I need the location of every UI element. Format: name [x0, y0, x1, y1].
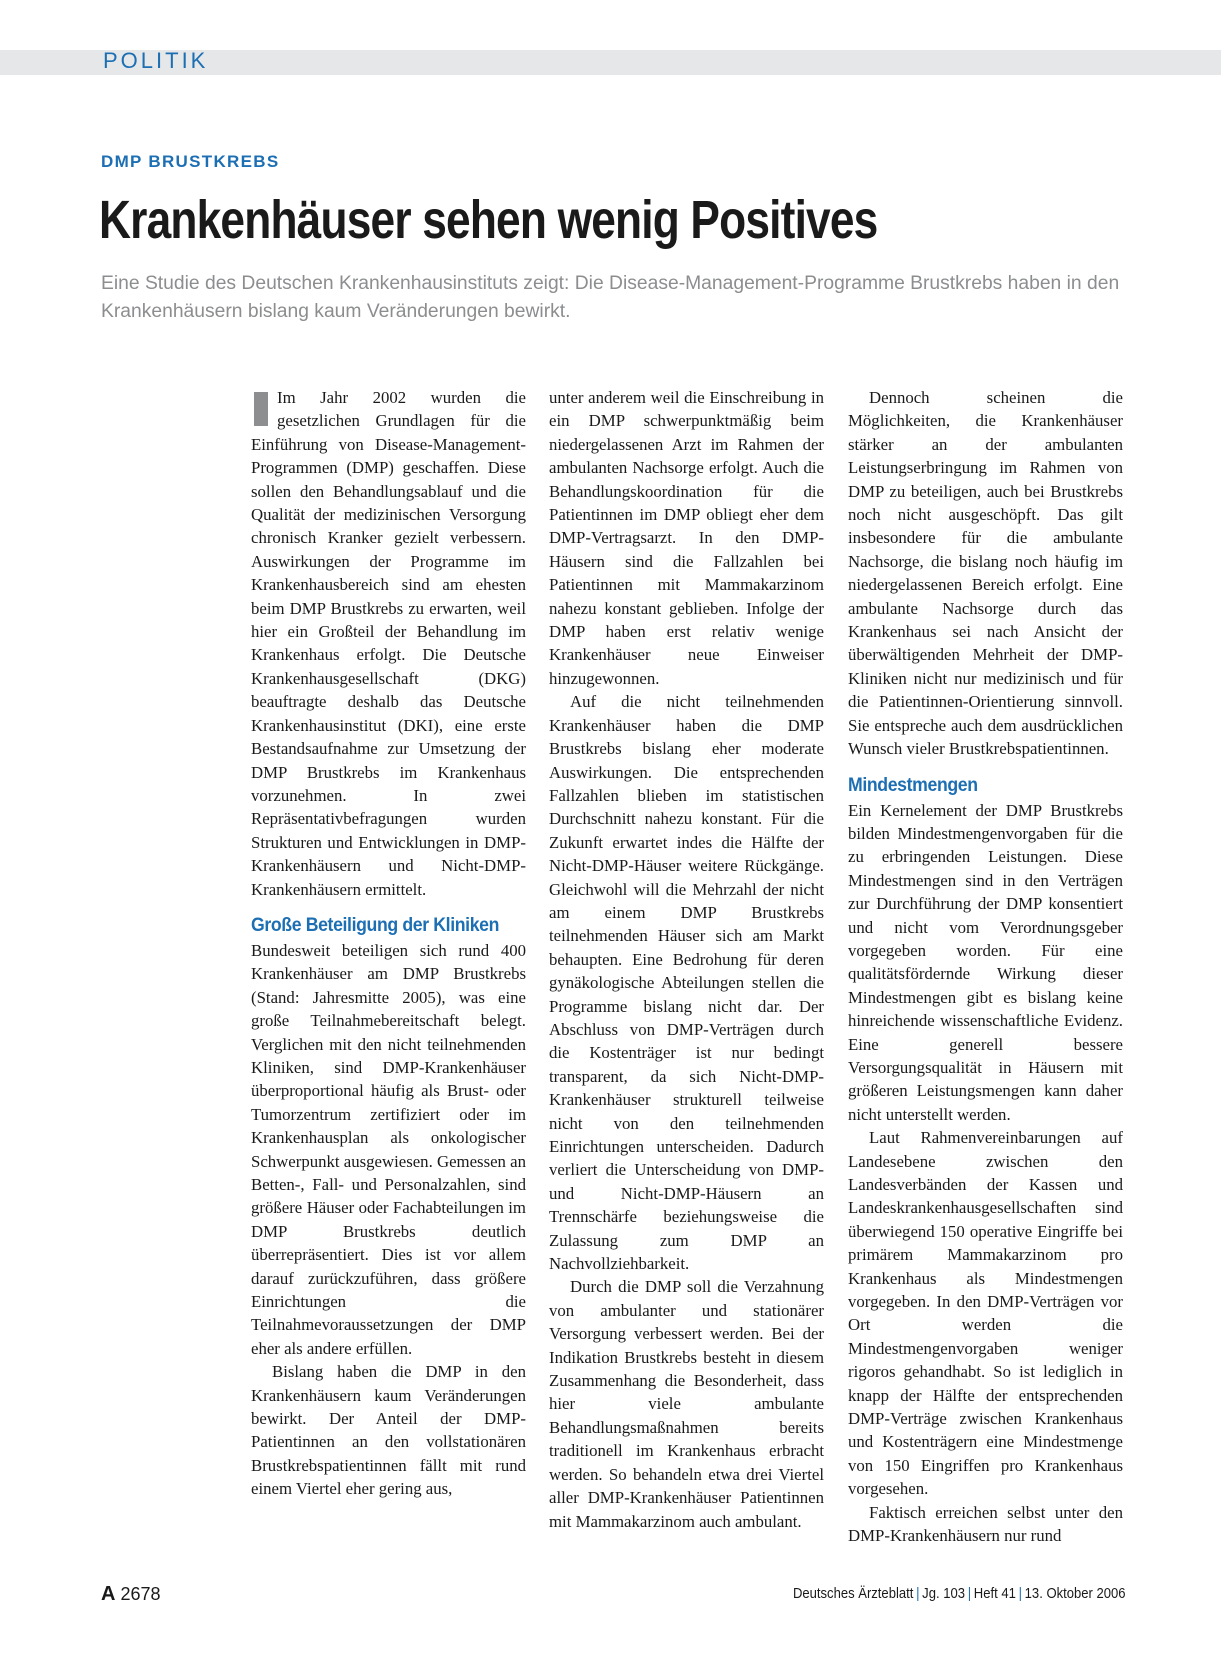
paragraph: Laut Rahmenvereinbarungen auf Landesebene zwischen den Landesverbänden der Kassen und Landeskrankenhausgesellschaften sind überwiegend 150 operative Eingriffe bei primärem Mammakarzinom pro Krankenhaus als Mindestmengen vorgegeben. In den DMP-Verträgen vor Ort werden die Mindestmengenvorgaben weniger rigoros gehandhabt. So ist lediglich in knapp der Hälfte der entsprechenden DMP-Verträge zwischen Krankenhaus und Kostenträgern eine Mindestmenge von 150 Eingriffen pro Krankenhaus vorgesehen.: [848, 1128, 1123, 1499]
separator: |: [916, 1586, 920, 1602]
column-3: [848, 386, 1123, 1548]
paragraph: Bundesweit beteiligen sich rund 400 Krankenhäuser am DMP Brustkrebs (Stand: Jahresmitte 2005), was eine große Teilnahmebereitschaft belegt. Verglichen mit den nicht teilnehmenden Kliniken, sind DMP-Krankenhäuser überproportional häufig als Brust- oder Tumorzentrum zertifiziert oder im Krankenhausplan als onkologischer Schwerpunkt ausgewiesen. Gemessen an Betten-, Fall- und Personalzahlen, sind größere Häuser oder Fachabteilungen im DMP Brustkrebs deutlich überrepräsentiert. Dies ist vor allem darauf zurückzuführen, dass größere Einrichtungen die Teilnahmevoraussetzungen der DMP eher als andere erfüllen.: [251, 940, 526, 1358]
journal-issue: Heft 41: [974, 1586, 1017, 1602]
column-2: [549, 386, 824, 1533]
subheading: Mindestmengen: [848, 774, 978, 796]
separator: |: [1019, 1586, 1023, 1602]
paragraph: Im Jahr 2002 wurden die gesetzlichen Grundlagen für die Einführung von Disease-Management-Programmen (DMP) geschaffen. Diese sollen den Behandlungsablauf und die Qualität der medizinischen Versorgung chronisch Kranker gezielt verbessern. Auswirkungen der Programme im Krankenhausbereich sind am ehesten beim DMP Brustkrebs zu erwarten, weil hier ein Großteil der Behandlung im Krankenhaus erfolgt. Die Deutsche Krankenhausgesellschaft (DKG) beauftragte deshalb das Deutsche Krankenhausinstitut (DKI), eine erste Bestandsaufnahme zur Umsetzung der DMP Brustkrebs im Krankenhaus vorzunehmen. In zwei Repräsentativbefragungen wurden Strukturen und Entwicklungen in DMP-Krankenhäusern und Nicht-DMP-Krankenhäusern ermittelt.: [251, 388, 526, 899]
page-number: [101, 1583, 161, 1606]
column-1: [251, 386, 526, 1501]
journal-volume: Jg. 103: [922, 1586, 966, 1602]
separator: |: [968, 1586, 972, 1602]
subheading: Große Beteiligung der Kliniken: [251, 914, 500, 936]
article-lead: Eine Studie des Deutschen Krankenhausinstituts zeigt: Die Disease-Management-Programme Brustkrebs haben in den Krankenhäusern bislang kaum Veränderungen bewirkt.: [101, 273, 1120, 322]
section-label: POLITIK: [103, 48, 209, 73]
paragraph: unter anderem weil die Einschreibung in ein DMP schwerpunktmäßig beim niedergelassenen Arzt im Rahmen der ambulanten Nachsorge erfolgt. Auch die Behandlungskoordination für die Patientinnen im DMP obliegt eher dem DMP-Vertragsarzt. In den DMP-Häusern sind die Fallzahlen bei Patientinnen mit Mammakarzinom nahezu konstant geblieben. Infolge der DMP haben erst relativ wenige Krankenhäuser neue Einweiser hinzugewonnen.: [549, 388, 824, 688]
dropcap-marker: [254, 392, 268, 426]
journal-footer: [793, 1586, 1126, 1602]
paragraph: Bislang haben die DMP in den Krankenhäusern kaum Veränderungen bewirkt. Der Anteil der DMP-Patientinnen an den vollstationären Brustkrebspatientinnen fällt mit rund einem Viertel eher gering aus,: [251, 1362, 526, 1499]
article-kicker: DMP BRUSTKREBS: [101, 152, 280, 171]
journal-date: 13. Oktober 2006: [1025, 1586, 1126, 1602]
paragraph: Auf die nicht teilnehmenden Krankenhäuser haben die DMP Brustkrebs bislang eher moderate Auswirkungen. Die entsprechenden Fallzahlen blieben im statistischen Durchschnitt nahezu konstant. Für die Zukunft erwartet indes die Hälfte der Nicht-DMP-Häuser weitere Rückgänge. Gleichwohl will die Mehrzahl der nicht am einem DMP Brustkrebs teilnehmenden Häuser sich am Markt behaupten. Eine Bedrohung für deren gynäkologische Abteilungen stellen die Programme bislang nicht dar. Der Abschluss von DMP-Verträgen durch die Kostenträger ist nur bedingt transparent, da sich Nicht-DMP-Krankenhäuser strukturell teilweise nicht von den teilnehmenden Einrichtungen unterscheiden. Dadurch verliert die Unterscheidung von DMP- und Nicht-DMP-Häusern an Trennschärfe beziehungsweise die Zulassung zum DMP an Nachvollziehbarkeit.: [549, 692, 824, 1274]
article-headline: Krankenhäuser sehen wenig Positives: [99, 190, 878, 250]
paragraph: Faktisch erreichen selbst unter den DMP-Krankenhäusern nur rund: [848, 1502, 1123, 1546]
paragraph: Durch die DMP soll die Verzahnung von ambulanter und stationärer Versorgung verbessert werden. Bei der Indikation Brustkrebs besteht in diesem Zusammenhang die Besonderheit, dass hier viele ambulante Behandlungsmaßnahmen bereits traditionell im Krankenhaus erbracht werden. So behandeln etwa drei Viertel aller DMP-Krankenhäuser Patientinnen mit Mammakarzinom auch ambulant.: [549, 1277, 824, 1531]
paragraph: Dennoch scheinen die Möglichkeiten, die Krankenhäuser stärker an der ambulanten Leistungserbringung im Rahmen von DMP zu beteiligen, auch bei Brustkrebs noch nicht ausgeschöpft. Das gilt insbesondere für die ambulante Nachsorge, die bislang noch häufig im niedergelassenen Bereich erfolgt. Eine ambulante Nachsorge durch das Krankenhaus sei nach Ansicht der überwältigenden Mehrheit der DMP-Kliniken nicht nur medizinisch und für die Patientinnen-Orientierung sinnvoll. Sie entspreche auch dem ausdrücklichen Wunsch vieler Brustkrebspatientinnen.: [848, 388, 1123, 759]
page-number-value: 2678: [120, 1584, 161, 1604]
journal-name: Deutsches Ärzteblatt: [793, 1586, 914, 1602]
paragraph: Ein Kernelement der DMP Brustkrebs bilden Mindestmengenvorgaben für die zu erbringenden Leistungen. Diese Mindestmengen sind in den Verträgen zur Durchführung der DMP konsentiert und nicht vom Verordnungsgeber vorgegeben worden. Für eine qualitätsfördernde Wirkung dieser Mindestmengen gibt es bislang keine hinreichende wissenschaftliche Evidenz. Eine generell bessere Versorgungsqualität in Häusern mit größeren Leistungsmengen kann daher nicht unterstellt werden.: [848, 800, 1123, 1124]
page-prefix: A: [101, 1583, 116, 1605]
